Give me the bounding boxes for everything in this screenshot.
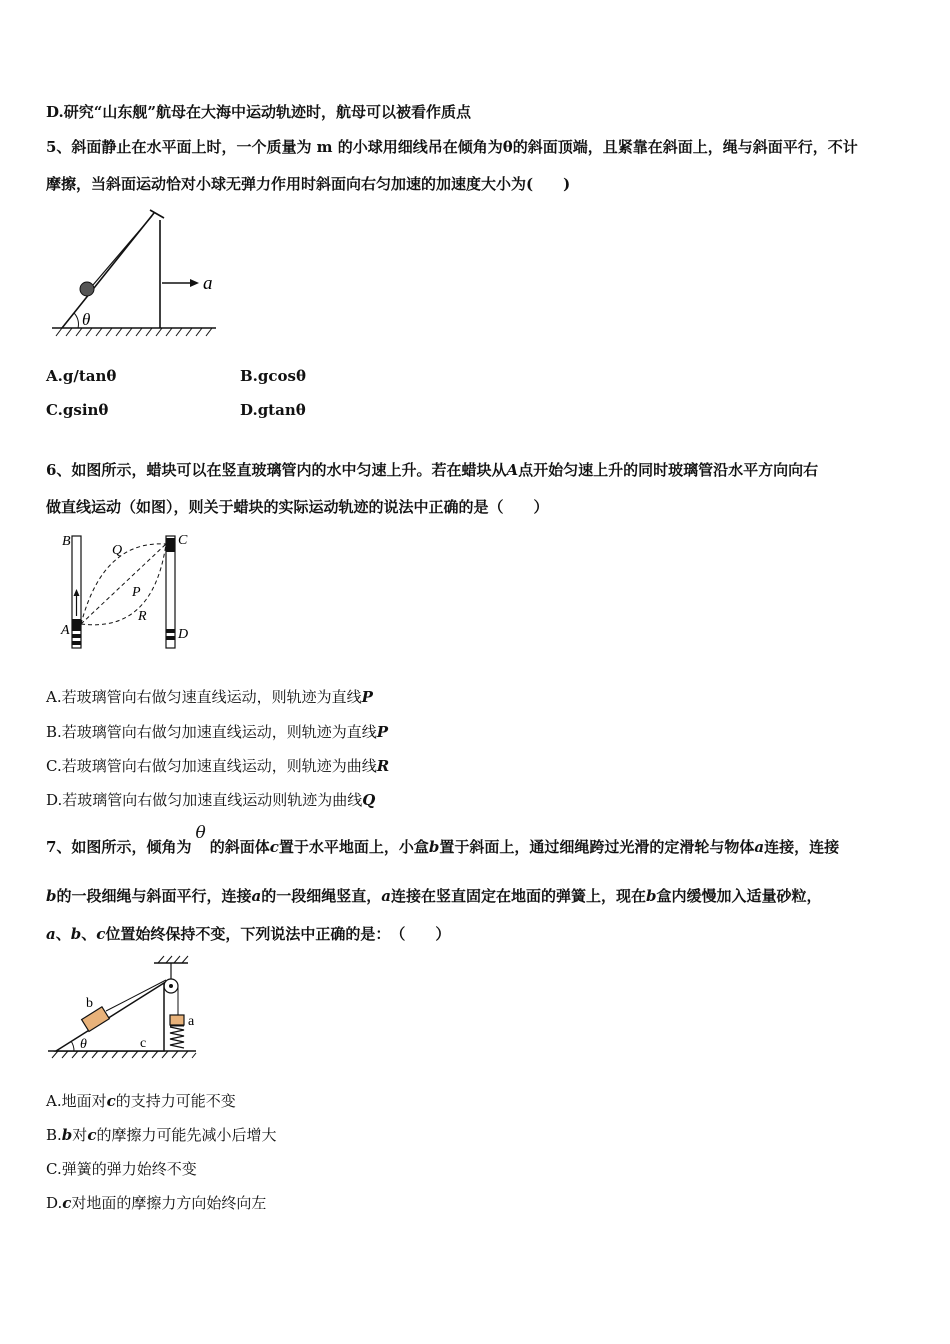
q6-option-b-text: B.若玻璃管向右做匀加速直线运动，则轨迹为直线: [46, 723, 377, 741]
q7-label-b: b: [86, 996, 93, 1011]
q7-option-a-text-2: 的支持力可能不变: [115, 1092, 236, 1110]
q5-option-a: A.g/tanθ: [46, 367, 117, 385]
q7-var-c: c: [269, 838, 279, 856]
q6-label-d: D: [178, 627, 189, 642]
q6-label-r: R: [138, 609, 147, 624]
q7-option-c: C.弹簧的弹力始终不变: [46, 1160, 197, 1178]
q6-stem-text-2: 点开始匀速上升的同时玻璃管沿水平方向向右: [518, 461, 819, 479]
q6-option-d: [46, 790, 375, 810]
q6-option-a-var: P: [361, 688, 373, 706]
q7-option-b-text-1: B.: [46, 1126, 62, 1144]
q7-var-a: a: [754, 838, 765, 856]
q7-var-a: a: [381, 887, 391, 905]
q7-option-b-var-c: c: [87, 1126, 97, 1144]
q7-option-d-text-1: D.: [46, 1194, 63, 1212]
q6-option-b: [46, 722, 388, 742]
q7-option-b-text-3: 的摩擦力可能先减小后增大: [96, 1126, 277, 1144]
q7-text-4: 置于斜面上，通过细绳跨过光滑的定滑轮与物体: [439, 838, 755, 856]
q6-stem-text-1: 6、如图所示，蜡块可以在竖直玻璃管内的水中匀速上升。若在蜡块从: [46, 461, 507, 479]
q7-text-1: 7、如图所示，倾角为: [46, 838, 192, 856]
q6-stem-var-a: A: [506, 461, 519, 479]
q5-option-c: C.gsinθ: [46, 401, 109, 419]
q6-label-q: Q: [112, 543, 123, 558]
q7-var-c: c: [96, 925, 106, 943]
q7-option-d: [46, 1193, 266, 1213]
q7-text-8: 连接在竖直固定在地面的弹簧上，现在: [391, 887, 647, 905]
q6-stem-line2: 做直线运动（如图），则关于蜡块的实际运动轨迹的说法中正确的是（ ）: [46, 498, 549, 516]
q6-option-a: [46, 687, 373, 707]
q7-option-d-var: c: [62, 1194, 72, 1212]
q7-option-a: [46, 1091, 236, 1111]
q7-option-b: [46, 1125, 276, 1145]
q7-option-d-text-2: 对地面的摩擦力方向始终向左: [71, 1194, 267, 1212]
q7-text-6: 的一段细绳与斜面平行，连接: [56, 887, 252, 905]
q7-var-b: b: [428, 838, 440, 856]
q7-var-a: a: [46, 925, 56, 943]
q6-option-c-text: C.若玻璃管向右做匀加速直线运动，则轨迹为曲线: [46, 757, 377, 775]
q7-label-theta: θ: [80, 1037, 87, 1052]
q5-stem-line1: 5、斜面静止在水平面上时，一个质量为 m 的小球用细线吊在倾角为θ的斜面顶端，且紧靠在斜面上，绳与斜面平行，不计: [46, 138, 858, 156]
q7-option-a-text-1: A.地面对: [46, 1092, 107, 1110]
q7-label-a: a: [188, 1014, 195, 1029]
q5-label-theta: θ: [82, 310, 91, 329]
q5-incline-figure: [48, 205, 228, 340]
q7-label-c: c: [140, 1036, 147, 1051]
q7-text-2: 的斜面体: [209, 838, 270, 856]
q6-option-a-text: A.若玻璃管向右做匀速直线运动，则轨迹为直线: [46, 688, 362, 706]
q7-var-b: b: [70, 925, 82, 943]
q7-var-b: b: [46, 887, 57, 905]
q7-option-b-var-b: b: [61, 1126, 73, 1144]
q7-text-5: 连接，连接: [764, 838, 840, 856]
q6-stem-line1: [46, 460, 818, 480]
q7-text-3: 置于水平地面上，小盒: [278, 838, 429, 856]
q6-option-d-text: D.若玻璃管向右做匀加速直线运动则轨迹为曲线: [46, 791, 363, 809]
q5-option-b: B.gcosθ: [240, 367, 306, 385]
q7-theta: θ: [195, 823, 206, 843]
q5-option-d: D.gtanθ: [240, 401, 306, 419]
q7-option-b-text-2: 对: [72, 1126, 88, 1144]
q7-text-10: 、: [55, 925, 71, 943]
q6-glass-tube-figure: [58, 528, 198, 653]
q7-var-b: b: [646, 887, 657, 905]
q6-option-d-var: Q: [362, 791, 376, 809]
q6-label-b: B: [62, 534, 71, 549]
q7-stem-line3: [46, 924, 450, 944]
q6-option-c: [46, 756, 389, 776]
q7-var-a: a: [251, 887, 262, 905]
q6-label-a: A: [61, 623, 70, 638]
q4-option-d: D.研究“山东舰”航母在大海中运动轨迹时，航母可以被看作质点: [46, 103, 471, 121]
q7-stem-line2: [46, 886, 822, 906]
q7-stem-line1: [46, 823, 840, 857]
q7-pulley-figure: [44, 955, 204, 1065]
q6-option-c-var: R: [376, 757, 390, 775]
q7-text-11: 、: [81, 925, 97, 943]
q7-text-7: 的一段细绳竖直，: [261, 887, 382, 905]
q6-label-c: C: [178, 533, 188, 548]
q7-text-9: 盒内缓慢加入适量砂粒，: [656, 887, 822, 905]
q5-label-a: a: [203, 273, 213, 294]
q6-option-b-var: P: [376, 723, 389, 741]
q6-label-p: P: [132, 585, 141, 600]
q5-stem-line2: 摩擦，当斜面运动恰对小球无弹力作用时斜面向右匀加速的加速度大小为( ): [46, 175, 571, 193]
q7-text-12: 位置始终保持不变，下列说法中正确的是： （ ）: [105, 925, 451, 943]
q7-option-a-var: c: [106, 1092, 116, 1110]
